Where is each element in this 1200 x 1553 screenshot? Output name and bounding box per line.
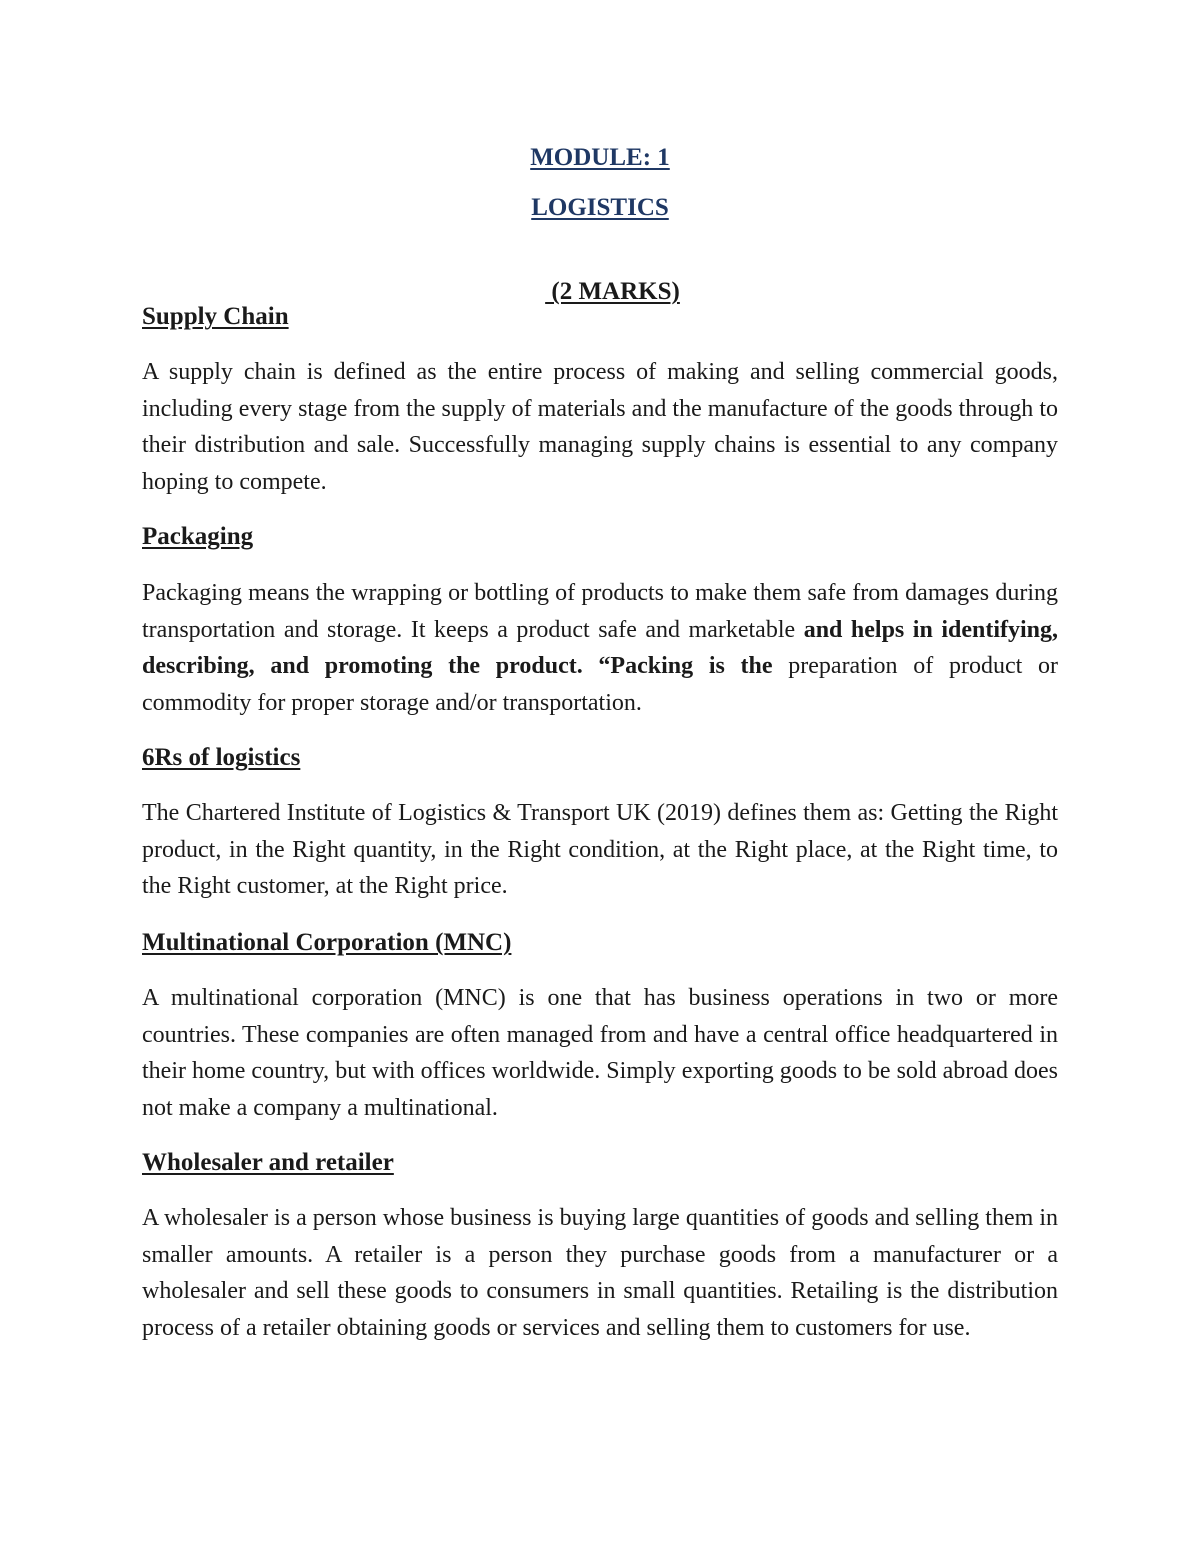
section-body-6rs: The Chartered Institute of Logistics & Transport UK (2019) defines them as: Getting the Right product, in the Right quantity, in the Right condition, at the Right place, at the Right time, to the Right customer, at the Right price. — [142, 800, 1058, 899]
section-body-packaging — [142, 575, 1058, 721]
subject-title-text: LOGISTICS — [531, 194, 669, 221]
module-title — [142, 142, 1058, 174]
section-body-wholesaler: A wholesaler is a person whose business is buying large quantities of goods and selling them in smaller amounts. A retailer is a person they purchase goods from a manufacturer or a wholesaler and sell these goods to consumers in small quantities. Retailing is the distribution process of a retailer obtaining goods or services and selling them to customers for use. — [142, 1205, 1058, 1341]
section-body-supply-chain: A supply chain is defined as the entire process of making and selling commercial goods, including every stage from the supply of materials and the manufacture of the goods through to their distribution and sale. Successfully managing supply chains is essential to any company hoping to compete. — [142, 359, 1058, 495]
section-heading-6rs: 6Rs of logistics — [142, 744, 301, 771]
section-heading-mnc: Multinational Corporation (MNC) — [142, 929, 512, 956]
section-heading-packaging: Packaging — [142, 523, 254, 550]
marks-title-text: (2 MARKS) — [545, 278, 680, 305]
module-title-text: MODULE: 1 — [530, 144, 670, 171]
subject-title — [142, 192, 1058, 224]
packaging-text-part2: preparation of product or commodity for proper storage and/or transportation. — [142, 653, 1058, 716]
section-heading-supply-chain: Supply Chain — [142, 303, 289, 330]
packaging-text-bold: and helps in identifying, describing, and promoting the product. “Packing is the — [142, 616, 1059, 679]
section-heading-wholesaler: Wholesaler and retailer — [142, 1149, 394, 1176]
packaging-text-part1: Packaging means the wrapping or bottling of products to make them safe from damages during transportation and storage. It keeps a product safe and marketable — [142, 580, 1058, 643]
section-body-mnc: A multinational corporation (MNC) is one that has business operations in two or more countries. These companies are often managed from and have a central office headquartered in their home country, but with offices worldwide. Simply exporting goods to be sold abroad does not make a company a multinational. — [142, 985, 1058, 1121]
